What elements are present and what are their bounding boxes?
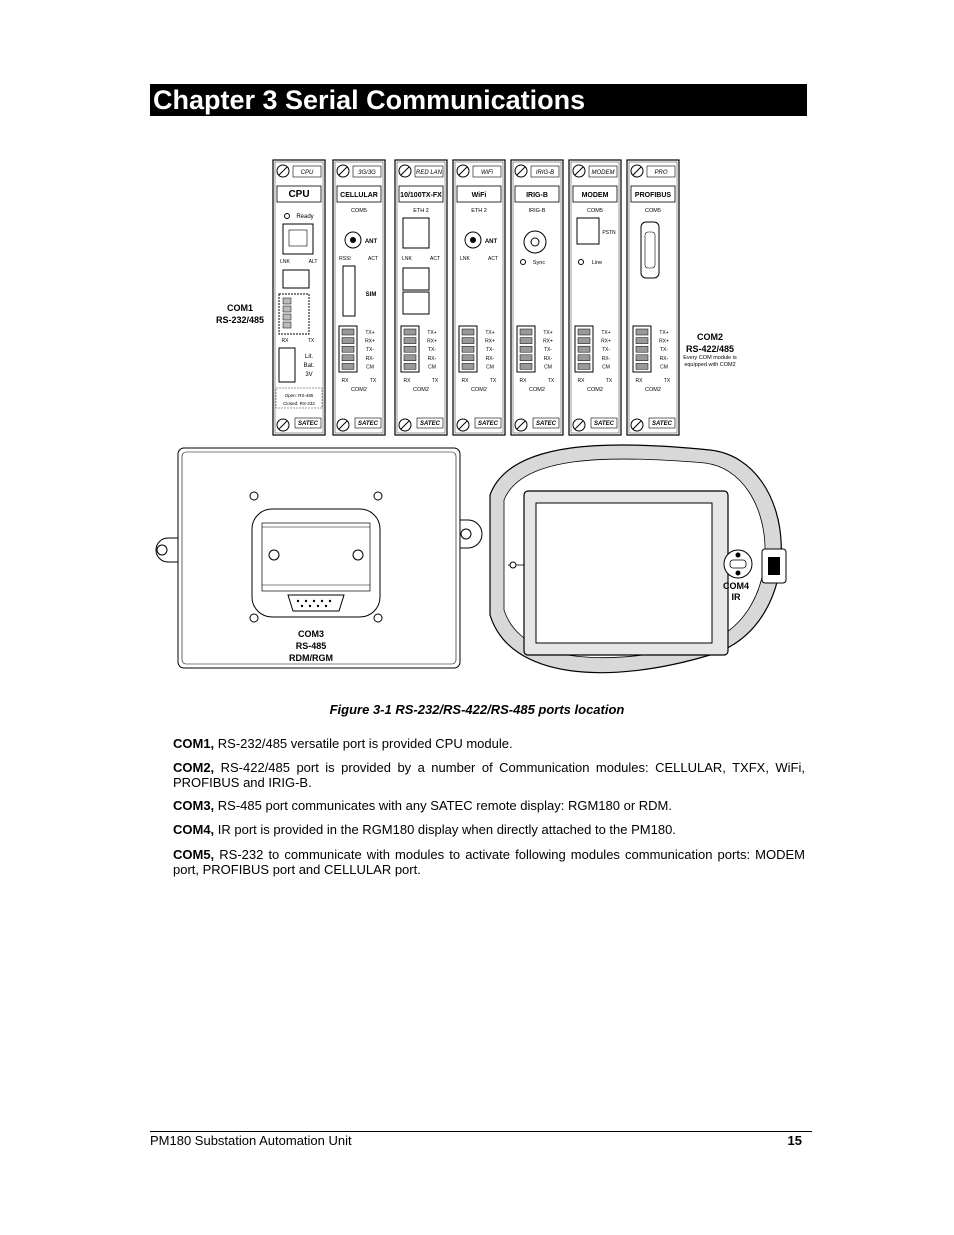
- module-text: RX-: [601, 355, 611, 362]
- terminal-pin: [462, 346, 474, 352]
- terminal-pin: [283, 298, 291, 304]
- sync-led: [521, 260, 526, 265]
- module-text: Bat.: [303, 363, 315, 369]
- module-text: LNK: [280, 259, 290, 265]
- module-text: RX: [281, 338, 289, 344]
- com2-note-1: Every COM module is: [683, 355, 737, 361]
- module-text: PRO: [654, 170, 668, 176]
- terminal-pin: [578, 338, 590, 344]
- module-text: RX: [519, 378, 527, 384]
- module-text: PROFIBUS: [634, 192, 672, 199]
- com2-type: RS-422/485: [685, 344, 735, 354]
- svg-text:RS-485: RS-485: [295, 641, 327, 651]
- com3-callout: [289, 629, 333, 663]
- footer-rule: [150, 1131, 812, 1132]
- svg-text:IR: IR: [731, 592, 741, 602]
- module-text: TX+: [543, 330, 553, 336]
- module-4: [453, 160, 505, 435]
- module-text: RX-: [365, 355, 375, 362]
- terminal-pin: [636, 338, 648, 344]
- terminal-pin: [578, 355, 590, 361]
- ports-location-figure: [150, 155, 804, 692]
- ethernet-port: [283, 224, 313, 254]
- module-text: COM2: [471, 387, 487, 393]
- module-text: MODEM: [591, 170, 615, 176]
- antenna-pin: [350, 237, 356, 243]
- terminal-pin: [462, 338, 474, 344]
- module-text: ACT: [368, 256, 378, 262]
- module-text: CM: [660, 364, 668, 371]
- module-7: [627, 160, 679, 435]
- module-text: TX-: [485, 347, 495, 354]
- terminal-pin: [462, 363, 474, 369]
- module-text: TX: [547, 378, 555, 384]
- chapter-title: Chapter 3 Serial Communications: [150, 84, 807, 116]
- terminal-pin: [404, 355, 416, 361]
- sim-slot: [343, 266, 355, 316]
- module-text: RX: [403, 378, 411, 384]
- svg-text:COM4: COM4: [722, 581, 750, 591]
- module-3: [395, 160, 447, 435]
- module-text: RX: [577, 378, 585, 384]
- usb-port: [283, 270, 309, 288]
- terminal-pin: [520, 338, 532, 344]
- module-text: RX+: [485, 338, 495, 345]
- module-text: ACT: [488, 256, 498, 262]
- module-text: RX-: [543, 355, 553, 362]
- module-text: TX-: [365, 347, 375, 354]
- module-text: RX+: [601, 338, 611, 345]
- module-text: RED LAN: [415, 170, 443, 176]
- terminal-pin: [578, 329, 590, 335]
- module-text: RX+: [427, 338, 437, 345]
- module-text: COM2: [529, 387, 545, 393]
- paragraph-com3: COM3, RS-485 port communicates with any SATEC remote display: RGM180 or RDM.: [173, 798, 672, 813]
- module-text: IRIG-B: [528, 208, 546, 214]
- module-text: Ready: [296, 214, 314, 220]
- module-text: RX-: [485, 355, 495, 362]
- module-text: ALT: [308, 259, 318, 265]
- module-text: WiFi: [471, 192, 487, 199]
- module-text: COM2: [587, 387, 603, 393]
- module-text: CM: [602, 364, 610, 371]
- module-text: IRIG-B: [535, 170, 555, 176]
- module-text: MODEM: [581, 192, 609, 199]
- terminal-pin: [578, 346, 590, 352]
- module-text: TX: [605, 378, 613, 384]
- module-text: RX: [461, 378, 469, 384]
- terminal-pin: [462, 355, 474, 361]
- module-text: TX: [369, 378, 377, 384]
- module-text: TX+: [427, 330, 437, 336]
- terminal-pin: [283, 322, 291, 328]
- module-text: WiFi: [481, 170, 493, 176]
- module-text: 10/100TX-FX: [400, 192, 442, 199]
- module-text: CPU: [288, 189, 310, 200]
- module-text: RX: [341, 378, 349, 384]
- module-text: TX-: [659, 347, 669, 354]
- module-text: RX-: [659, 355, 669, 362]
- terminal-pin: [520, 329, 532, 335]
- rgm180-display: [490, 445, 786, 673]
- rj11-port: [577, 218, 599, 244]
- module-text: TX-: [601, 347, 611, 354]
- terminal-pin: [404, 363, 416, 369]
- module-text: RX: [635, 378, 643, 384]
- module-text: COM2: [351, 387, 367, 393]
- module-text: SATEC: [420, 421, 440, 427]
- module-text: ETH 2: [413, 208, 429, 214]
- module-text: COM2: [645, 387, 661, 393]
- line-led: [579, 260, 584, 265]
- module-text: TX: [431, 378, 439, 384]
- module-text: COM5: [587, 208, 603, 214]
- module-text: TX: [489, 378, 497, 384]
- module-text: PSTN: [602, 230, 616, 236]
- module-text: CM: [366, 364, 374, 371]
- figure-caption: Figure 3-1 RS-232/RS-422/RS-485 ports location: [329, 702, 625, 717]
- module-text: CELLULAR: [340, 192, 378, 199]
- module-text: 3V: [305, 372, 313, 378]
- module-text: TX-: [543, 347, 553, 354]
- bnc-connector: [524, 231, 546, 253]
- module-text: SATEC: [536, 421, 556, 427]
- db9-port: [641, 222, 659, 278]
- svg-text:RDM/RGM: RDM/RGM: [289, 653, 333, 663]
- module-2: [333, 160, 385, 435]
- antenna-pin: [470, 237, 476, 243]
- terminal-pin: [462, 329, 474, 335]
- com2-note-2: equipped with COM2: [684, 362, 736, 368]
- terminal-pin: [342, 338, 354, 344]
- module-text: TX+: [601, 330, 611, 336]
- terminal-pin: [636, 355, 648, 361]
- module-text: COM5: [351, 208, 367, 214]
- module-text: TX: [663, 378, 671, 384]
- module-text: SATEC: [652, 421, 672, 427]
- module-5: [511, 160, 563, 435]
- module-text: TX+: [485, 330, 495, 336]
- paragraph-com1: COM1, RS-232/485 versatile port is provided CPU module.: [173, 736, 513, 751]
- module-text: LNK: [402, 256, 412, 262]
- fiber-port: [403, 292, 429, 314]
- terminal-pin: [636, 346, 648, 352]
- module-text: COM5: [645, 208, 661, 214]
- module-text: SATEC: [298, 421, 318, 427]
- ethernet-port: [403, 218, 429, 248]
- module-text: SATEC: [478, 421, 498, 427]
- terminal-pin: [636, 329, 648, 335]
- svg-text:COM3: COM3: [297, 629, 325, 639]
- module-text: CM: [544, 364, 552, 371]
- terminal-pin: [404, 338, 416, 344]
- module-panels: [273, 160, 679, 435]
- module-text: ANT: [484, 239, 498, 245]
- module-text: ACT: [430, 256, 440, 262]
- paragraph-com2: COM2, RS-422/485 port is provided by a number of Communication modules: CELLULAR, TXFX, WiFi, PROFIBUS and IRIG-B.: [173, 760, 805, 790]
- module-text: SATEC: [358, 421, 378, 427]
- terminal-pin: [404, 346, 416, 352]
- paragraph-com5: COM5, RS-232 to communicate with modules to activate following modules communication ports: MODEM port, PROFIBUS port and CELLULAR port.: [173, 847, 805, 877]
- terminal-pin: [342, 346, 354, 352]
- module-6: [569, 160, 621, 435]
- module-text: RX+: [543, 338, 553, 345]
- fiber-port: [403, 268, 429, 290]
- terminal-pin: [520, 355, 532, 361]
- module-text: TX-: [427, 347, 437, 354]
- module-text: CM: [428, 364, 436, 371]
- module-text: TX+: [659, 330, 669, 336]
- module-text: Lit.: [304, 354, 314, 360]
- module-text: CPU: [300, 170, 314, 176]
- module-text: RX+: [365, 338, 375, 345]
- module-text: TX: [307, 338, 315, 344]
- battery-slot: [279, 348, 295, 382]
- module-text: 3G/3G: [358, 170, 376, 176]
- terminal-pin: [404, 329, 416, 335]
- terminal-pin: [342, 329, 354, 335]
- module-text: SIM: [365, 292, 377, 298]
- module-text: Line: [591, 260, 603, 266]
- com1-type: RS-232/485: [215, 315, 265, 325]
- terminal-pin: [342, 355, 354, 361]
- module-text: CM: [486, 364, 494, 371]
- ready-led: [285, 214, 290, 219]
- module-text: RX+: [659, 338, 669, 345]
- module-text: IRIG-B: [526, 192, 548, 199]
- footer-title: PM180 Substation Automation Unit: [150, 1133, 352, 1148]
- module-text: RSSI: [339, 256, 351, 262]
- module-text: COM2: [413, 387, 429, 393]
- module-text: LNK: [460, 256, 470, 262]
- module-text: Closed: RS-232: [283, 401, 315, 406]
- page-number: 15: [787, 1133, 802, 1148]
- terminal-pin: [578, 363, 590, 369]
- module-1: [273, 160, 325, 435]
- module-text: SATEC: [594, 421, 614, 427]
- module-text: ANT: [364, 239, 378, 245]
- terminal-pin: [636, 363, 648, 369]
- module-text: RX-: [427, 355, 437, 362]
- com1-label: COM1: [226, 303, 254, 313]
- module-text: TX+: [365, 330, 375, 336]
- terminal-pin: [520, 346, 532, 352]
- terminal-pin: [283, 306, 291, 312]
- terminal-pin: [520, 363, 532, 369]
- paragraph-com4: COM4, IR port is provided in the RGM180 display when directly attached to the PM180.: [173, 822, 676, 837]
- module-text: ETH 2: [471, 208, 487, 214]
- terminal-pin: [342, 363, 354, 369]
- module-text: Sync: [532, 260, 546, 266]
- terminal-pin: [283, 314, 291, 320]
- com2-label: COM2: [696, 332, 724, 342]
- module-text: Open: RS-485: [284, 393, 314, 398]
